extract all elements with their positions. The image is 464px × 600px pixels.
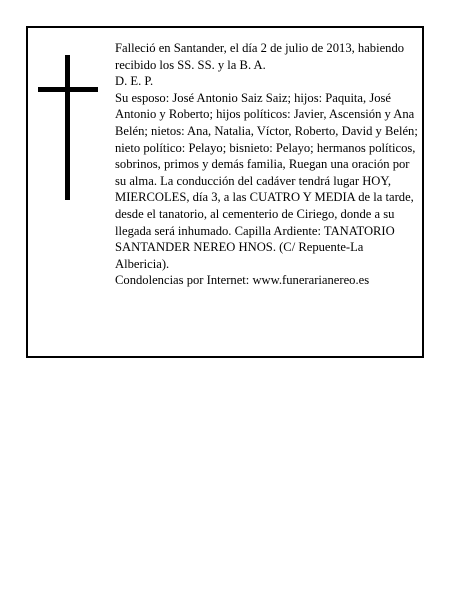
death-announcement: Falleció en Santander, el día 2 de julio de 2013, habiendo recibido los SS. SS. y la B. A. [115,41,405,72]
obituary-notice [26,26,424,358]
cross-horizontal-bar [38,87,98,92]
condolences-line: Condolencias por Internet: www.funerarianereo.es [115,273,370,288]
dep-line: D. E. P. [115,74,154,89]
latin-cross-icon [38,55,98,200]
family-and-funeral-details: Su esposo: José Antonio Saiz Saiz; hijos: Paquita, José Antonio y Roberto; hijos políticos: Javier, Ascensión y Ana Belén; nietos: Ana, Natalia, Víctor, Roberto, David y Belén; nieto político: Pelayo; bisnieto: Pelayo; hermanos políticos, sobrinos, primos y demás familia, Ruegan una oración por su alma. La conducción del cadáver tendrá lugar HOY, MIERCOLES, día 3, a las CUATRO Y MEDIA de la tarde, desde el tanatorio, al cementerio de Ciriego, donde a su llegada será inhumado. Capilla Ardiente: TANATORIO SANTANDER NEREO HNOS. (C/ Repuente-La Albericia). [115,90,418,271]
notice-text [115,40,420,289]
cross-vertical-bar [65,55,70,200]
